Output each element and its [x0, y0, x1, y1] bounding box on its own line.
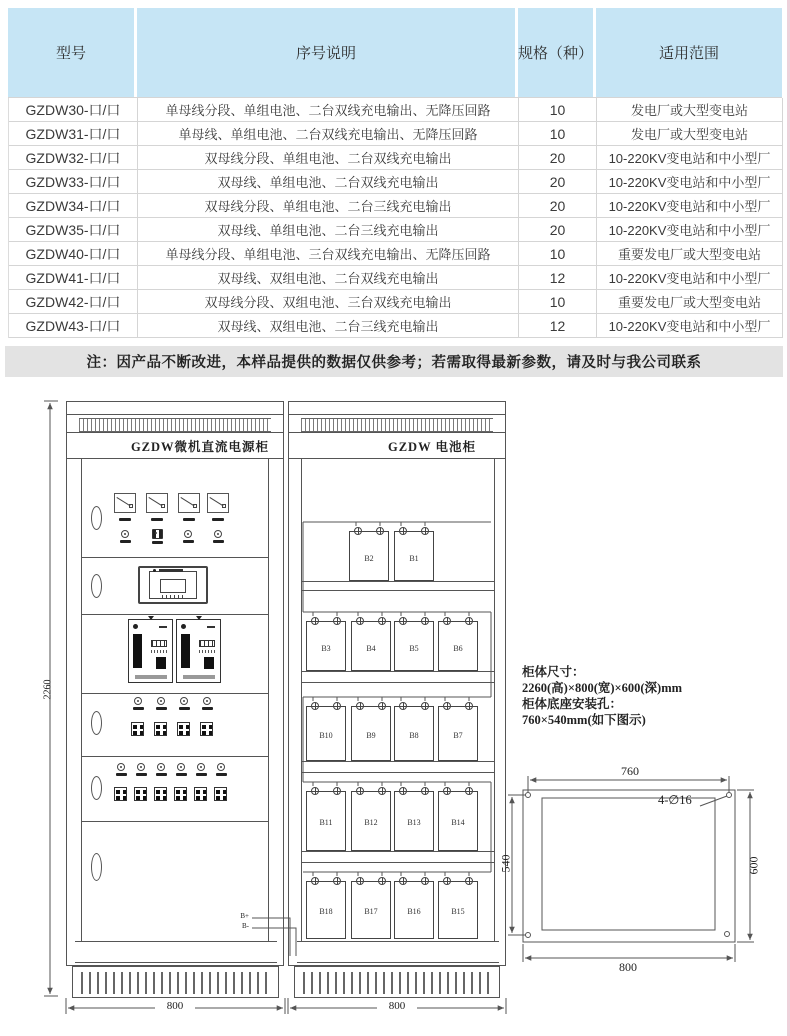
mounting-hole-label: 4-∅16 — [658, 793, 692, 807]
model-cell: GZDW40-口/口 — [9, 242, 138, 266]
circuit-breaker-icon — [214, 787, 227, 801]
circuit-breaker-icon — [134, 787, 147, 801]
base-bottom-dimension: 800 — [619, 960, 637, 974]
circuit-breaker-icon — [174, 787, 187, 801]
desc-cell: 单母线分段、单组电池、二台双线充电输出、无降压回路 — [138, 98, 519, 122]
battery-label: B6 — [453, 643, 463, 653]
battery — [394, 791, 434, 851]
battery-terminal-icon — [378, 617, 386, 625]
battery-label: B4 — [366, 643, 376, 653]
spec-line: 760×540mm(如下图示) — [522, 713, 646, 727]
meter-label-plate — [212, 518, 224, 521]
battery-terminal-icon — [421, 527, 429, 535]
indicator-lamp-icon — [194, 763, 208, 776]
spec-cell: 10 — [519, 290, 597, 314]
battery-terminal-icon — [465, 617, 473, 625]
cabinet-title: GZDW 电池柜 — [289, 432, 505, 459]
monitor-buttons — [162, 595, 184, 598]
range-cell: 发电厂或大型变电站 — [597, 98, 783, 122]
battery-label: B2 — [364, 553, 374, 563]
note-bar: 注：因产品不断改进，本样品提供的数据仅供参考；若需取得最新参数，请及时与我公司联系 — [5, 346, 783, 377]
indicator-lamp-icon — [174, 763, 188, 776]
battery — [306, 621, 346, 671]
base-right-dimension: 600 — [746, 856, 761, 875]
model-cell: GZDW43-口/口 — [9, 314, 138, 338]
header-description: 序号说明 — [137, 8, 518, 97]
battery — [438, 621, 478, 671]
battery-terminal-icon — [333, 787, 341, 795]
monitor-label-bar — [159, 569, 183, 572]
indicator-lamp-icon — [134, 763, 148, 776]
indicator-lamp-icon — [200, 697, 214, 710]
battery-terminal-icon — [354, 527, 362, 535]
battery-label: B14 — [451, 818, 465, 828]
circuit-breaker-icon — [200, 722, 213, 736]
spec-cell: 12 — [519, 266, 597, 290]
terminal-label-positive: B+ — [240, 912, 249, 920]
header-spec-count: 规格（种） — [518, 8, 596, 97]
spec-cell: 20 — [519, 194, 597, 218]
battery-terminal-icon — [356, 617, 364, 625]
battery — [394, 621, 434, 671]
charger-module-icon — [176, 619, 221, 683]
battery-label: B17 — [364, 907, 378, 917]
circuit-breaker-icon — [154, 722, 167, 736]
battery — [306, 881, 346, 939]
indicator-lamp-icon — [211, 530, 225, 543]
range-cell: 10-220KV变电站和中小型厂 — [597, 314, 783, 338]
battery — [351, 881, 391, 939]
indicator-lamp-icon — [118, 530, 132, 543]
circuit-breaker-icon — [154, 787, 167, 801]
battery-label: B3 — [321, 643, 331, 653]
meter-label-plate — [119, 518, 131, 521]
spec-line: 柜体底座安装孔： — [522, 697, 623, 711]
model-cell: GZDW31-口/口 — [9, 122, 138, 146]
battery-label: B7 — [453, 730, 463, 740]
cabinet-base — [294, 966, 500, 998]
range-cell: 重要发电厂或大型变电站 — [597, 290, 783, 314]
battery-terminal-icon — [421, 702, 429, 710]
battery-terminal-icon — [378, 787, 386, 795]
battery — [306, 791, 346, 851]
analog-meter-icon — [114, 493, 136, 513]
battery-terminal-icon — [399, 787, 407, 795]
battery-label: B15 — [451, 907, 465, 917]
battery — [351, 791, 391, 851]
spec-cell: 10 — [519, 98, 597, 122]
battery — [394, 706, 434, 761]
battery — [351, 621, 391, 671]
door-handle — [91, 574, 102, 598]
battery — [349, 531, 389, 581]
circuit-breaker-icon — [131, 722, 144, 736]
battery-terminal-icon — [378, 702, 386, 710]
battery — [394, 531, 434, 581]
dc-power-cabinet-drawing — [66, 401, 284, 966]
battery-terminal-icon — [378, 877, 386, 885]
width-dimension-label: 800 — [155, 1000, 195, 1012]
desc-cell: 双母线、单组电池、二台双线充电输出 — [138, 170, 519, 194]
model-cell: GZDW32-口/口 — [9, 146, 138, 170]
charger-module-icon — [128, 619, 173, 683]
battery-terminal-icon — [356, 702, 364, 710]
indicator-lamp-icon — [150, 529, 164, 544]
header-model: 型号 — [8, 8, 137, 97]
spec-cell: 12 — [519, 314, 597, 338]
battery-label: B11 — [319, 818, 333, 828]
battery-terminal-icon — [421, 877, 429, 885]
header-application: 适用范围 — [596, 8, 782, 97]
battery-label: B9 — [366, 730, 376, 740]
vent-grille-icon — [301, 418, 493, 432]
battery-terminal-icon — [356, 877, 364, 885]
battery-terminal-icon — [333, 617, 341, 625]
door-handle — [91, 776, 102, 800]
battery-terminal-icon — [311, 787, 319, 795]
range-cell: 10-220KV变电站和中小型厂 — [597, 266, 783, 290]
circuit-breaker-icon — [177, 722, 190, 736]
analog-meter-icon — [207, 493, 229, 513]
battery-label: B13 — [407, 818, 421, 828]
cabinet-title: GZDW微机直流电源柜 — [67, 432, 283, 459]
desc-cell: 双母线、双组电池、二台三线充电输出 — [138, 314, 519, 338]
battery — [438, 881, 478, 939]
battery-label: B16 — [407, 907, 421, 917]
range-cell: 10-220KV变电站和中小型厂 — [597, 170, 783, 194]
desc-cell: 双母线、双组电池、二台双线充电输出 — [138, 266, 519, 290]
battery-terminal-icon — [399, 527, 407, 535]
spec-line: 柜体尺寸： — [522, 665, 585, 679]
battery-cabinet-drawing — [288, 401, 506, 966]
spec-cell: 20 — [519, 218, 597, 242]
battery-terminal-icon — [356, 787, 364, 795]
cabinet-top-strip — [289, 402, 505, 415]
circuit-breaker-icon — [194, 787, 207, 801]
desc-cell: 单母线、单组电池、二台双线充电输出、无降压回路 — [138, 122, 519, 146]
base-left-dimension: 540 — [498, 854, 513, 873]
cabinet-spec-text — [522, 664, 742, 728]
desc-cell: 双母线、单组电池、二台三线充电输出 — [138, 218, 519, 242]
battery-terminal-icon — [421, 787, 429, 795]
indicator-lamp-icon — [114, 763, 128, 776]
bottom-band — [75, 941, 277, 963]
battery-shelf-board — [301, 851, 495, 863]
battery-shelf-board — [301, 581, 495, 591]
battery-label: B5 — [409, 643, 419, 653]
door-panel — [81, 459, 269, 941]
model-cell: GZDW41-口/口 — [9, 266, 138, 290]
range-cell: 10-220KV变电站和中小型厂 — [597, 218, 783, 242]
battery-shelf-board — [301, 761, 495, 773]
width-dimension-label: 800 — [377, 1000, 417, 1012]
indicator-lamp-icon — [131, 697, 145, 710]
model-cell: GZDW34-口/口 — [9, 194, 138, 218]
base-vent-slots-icon — [303, 972, 491, 994]
spec-cell: 20 — [519, 170, 597, 194]
battery-label: B8 — [409, 730, 419, 740]
battery-shelf-board — [301, 671, 495, 683]
desc-cell: 双母线分段、双组电池、三台双线充电输出 — [138, 290, 519, 314]
battery-label: B1 — [409, 553, 419, 563]
model-cell: GZDW42-口/口 — [9, 290, 138, 314]
base-vent-slots-icon — [81, 972, 270, 994]
battery-terminal-icon — [399, 702, 407, 710]
meter-label-plate — [183, 518, 195, 521]
battery-terminal-icon — [443, 877, 451, 885]
battery-terminal-icon — [311, 877, 319, 885]
spec-cell: 10 — [519, 242, 597, 266]
range-cell: 重要发电厂或大型变电站 — [597, 242, 783, 266]
battery — [306, 706, 346, 761]
base-top-dimension: 760 — [621, 764, 639, 778]
model-cell: GZDW30-口/口 — [9, 98, 138, 122]
battery — [438, 791, 478, 851]
cabinet-top-strip — [67, 402, 283, 415]
range-cell: 发电厂或大型变电站 — [597, 122, 783, 146]
battery-terminal-icon — [465, 702, 473, 710]
desc-cell: 双母线分段、单组电池、二台三线充电输出 — [138, 194, 519, 218]
spec-cell: 10 — [519, 122, 597, 146]
vent-grille-icon — [79, 418, 271, 432]
battery-terminal-icon — [443, 787, 451, 795]
battery-terminal-icon — [311, 617, 319, 625]
door-handle — [91, 853, 102, 881]
circuit-breaker-icon — [114, 787, 127, 801]
terminal-label-negative: B- — [242, 922, 249, 930]
battery — [438, 706, 478, 761]
battery-terminal-icon — [399, 617, 407, 625]
indicator-lamp-icon — [177, 697, 191, 710]
indicator-lamp-icon — [154, 763, 168, 776]
battery-terminal-icon — [311, 702, 319, 710]
indicator-lamp-icon — [214, 763, 228, 776]
battery-label: B10 — [319, 730, 333, 740]
battery-terminal-icon — [465, 877, 473, 885]
meter-label-plate — [151, 518, 163, 521]
cabinet-base — [72, 966, 279, 998]
height-dimension-label: 2260 — [42, 679, 54, 700]
battery-label: B18 — [319, 907, 333, 917]
analog-meter-icon — [178, 493, 200, 513]
battery-terminal-icon — [333, 877, 341, 885]
model-cell: GZDW35-口/口 — [9, 218, 138, 242]
battery — [394, 881, 434, 939]
spec-line: 2260(高)×800(宽)×600(深)mm — [522, 681, 683, 695]
monitor-screen — [160, 579, 186, 593]
desc-cell: 单母线分段、单组电池、三台双线充电输出、无降压回路 — [138, 242, 519, 266]
battery-terminal-icon — [376, 527, 384, 535]
door-handle — [91, 711, 102, 735]
battery-terminal-icon — [465, 787, 473, 795]
analog-meter-icon — [146, 493, 168, 513]
model-cell: GZDW33-口/口 — [9, 170, 138, 194]
range-cell: 10-220KV变电站和中小型厂 — [597, 194, 783, 218]
bottom-band — [297, 941, 499, 963]
battery-terminal-icon — [443, 702, 451, 710]
monitor-led — [153, 569, 156, 572]
spec-cell: 20 — [519, 146, 597, 170]
battery-terminal-icon — [421, 617, 429, 625]
indicator-lamp-icon — [181, 530, 195, 543]
range-cell: 10-220KV变电站和中小型厂 — [597, 146, 783, 170]
battery-terminal-icon — [443, 617, 451, 625]
indicator-lamp-icon — [154, 697, 168, 710]
battery-terminal-icon — [399, 877, 407, 885]
battery — [351, 706, 391, 761]
battery-label: B12 — [364, 818, 378, 828]
battery-terminal-icon — [333, 702, 341, 710]
desc-cell: 双母线分段、单组电池、二台双线充电输出 — [138, 146, 519, 170]
door-handle — [91, 506, 102, 530]
